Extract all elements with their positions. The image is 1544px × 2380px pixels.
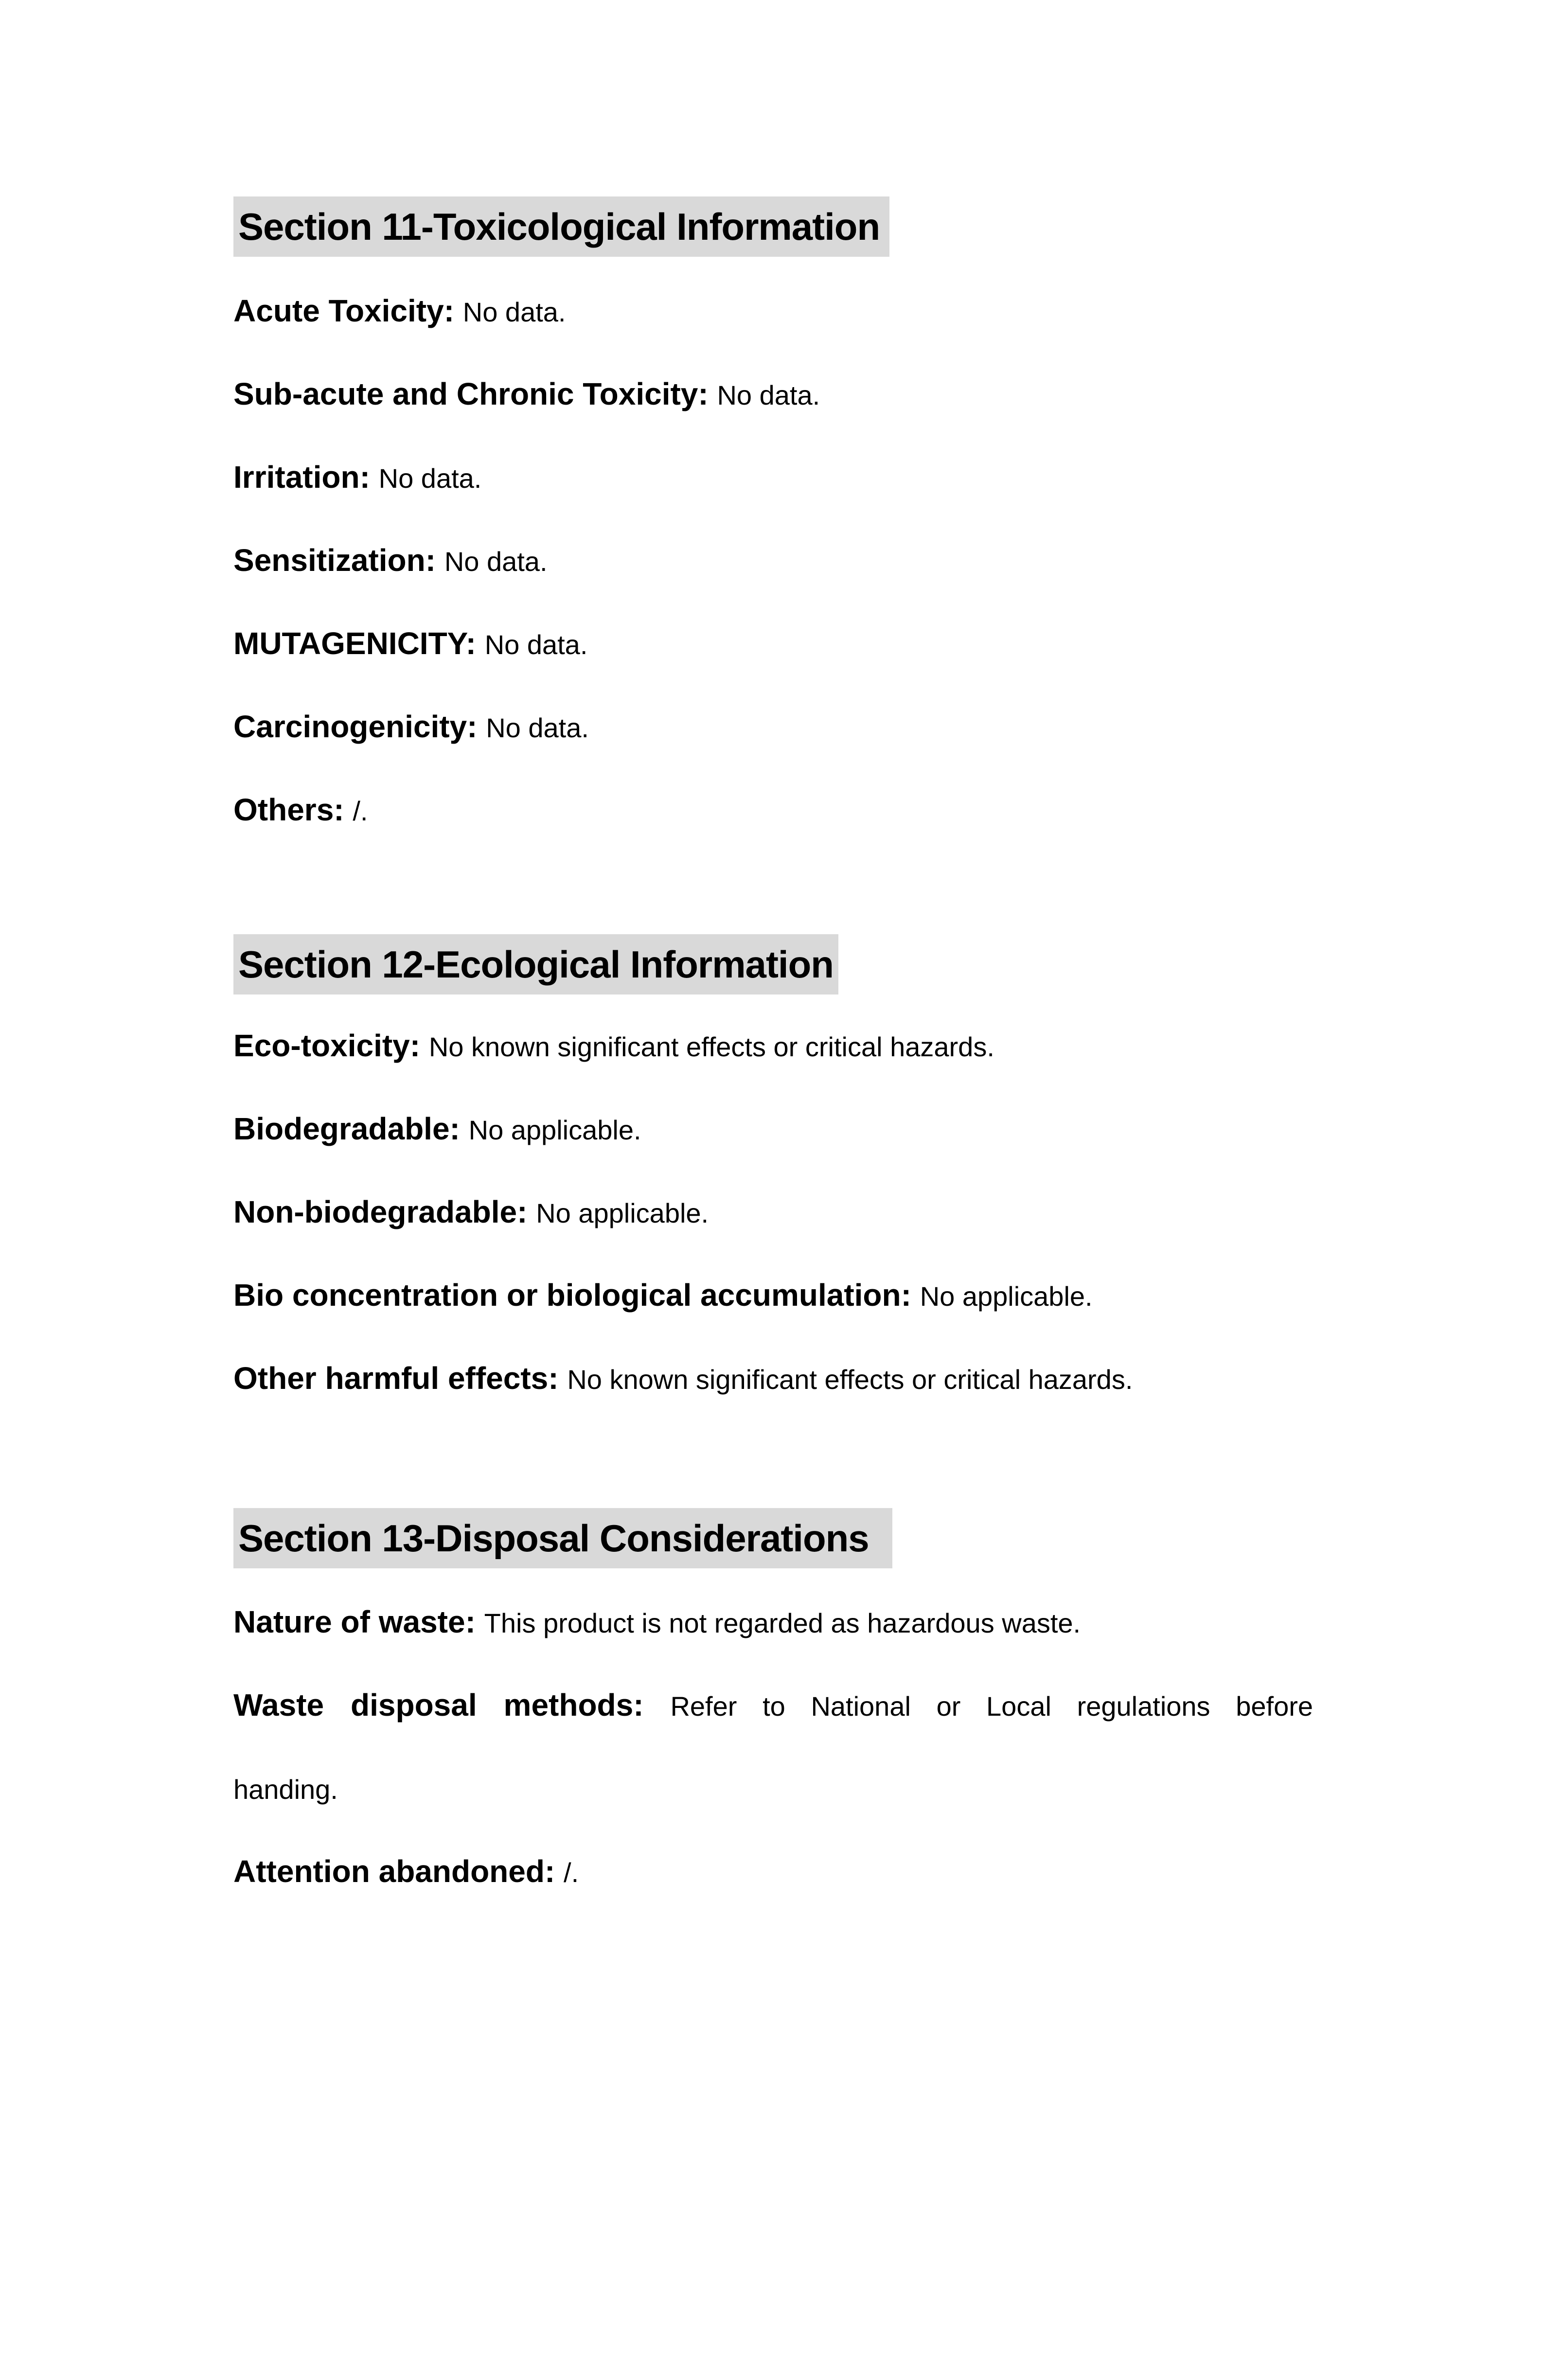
section-13-title-highlight: Section 13-Disposal Considerations (233, 1508, 892, 1568)
field-value: No data. (444, 546, 548, 577)
sds-document-page (0, 196, 1544, 2380)
field-value: No data. (717, 380, 820, 410)
row-subacute-chronic-toxicity (233, 353, 1313, 436)
section-11-title-highlight: Section 11-Toxicological Information (233, 196, 889, 257)
row-bio-concentration (233, 1254, 1313, 1337)
field-value: No data. (378, 463, 482, 494)
field-label: Irritation: (233, 460, 370, 495)
field-label: Biodegradable: (233, 1111, 460, 1146)
row-other-harmful-effects (233, 1337, 1313, 1421)
field-value: No known significant effects or critical hazards. (567, 1364, 1133, 1395)
row-others (233, 769, 1313, 852)
field-value: No data. (462, 297, 566, 327)
row-carcinogenicity (233, 686, 1313, 769)
field-label: Other harmful effects: (233, 1361, 559, 1396)
row-mutagenicity (233, 603, 1313, 686)
row-non-biodegradable (233, 1171, 1313, 1254)
section-12-heading (233, 934, 1313, 995)
field-value: Refer to National or Local regulations before (670, 1691, 1313, 1722)
field-label: MUTAGENICITY: (233, 626, 476, 661)
field-value-continuation: handing. (233, 1774, 338, 1805)
row-waste-disposal-methods-line1 (233, 1664, 1313, 1747)
row-sensitization (233, 519, 1313, 603)
field-label: Bio concentration or biological accumulation: (233, 1278, 911, 1313)
field-label: Carcinogenicity: (233, 709, 478, 744)
field-value: No data. (486, 712, 589, 743)
field-label: Others: (233, 792, 344, 827)
field-label: Acute Toxicity: (233, 293, 454, 328)
section-13-heading (233, 1508, 1313, 1568)
field-value: This product is not regarded as hazardous waste. (484, 1608, 1081, 1638)
field-label: Non-biodegradable: (233, 1194, 528, 1229)
section-11-heading (233, 196, 1313, 257)
field-value: /. (564, 1857, 579, 1888)
field-value: No applicable. (920, 1281, 1093, 1312)
row-biodegradable (233, 1088, 1313, 1171)
row-acute-toxicity (233, 270, 1313, 353)
field-value: /. (353, 796, 368, 826)
field-value: No applicable. (468, 1115, 641, 1145)
row-nature-of-waste (233, 1581, 1313, 1664)
section-12-title-highlight: Section 12-Ecological Information (233, 934, 838, 995)
field-label: Nature of waste: (233, 1604, 476, 1639)
field-label: Eco-toxicity: (233, 1028, 421, 1063)
row-irritation (233, 436, 1313, 519)
field-value: No applicable. (536, 1198, 709, 1228)
field-value: No data. (484, 629, 588, 660)
field-label: Attention abandoned: (233, 1854, 555, 1889)
field-label: Sensitization: (233, 543, 436, 578)
row-attention-abandoned (233, 1830, 1313, 1914)
field-label: Sub-acute and Chronic Toxicity: (233, 376, 709, 411)
row-eco-toxicity (233, 1005, 1313, 1088)
field-value: No known significant effects or critical hazards. (428, 1031, 994, 1062)
field-label: Waste disposal methods: (233, 1687, 644, 1723)
row-waste-disposal-methods-line2 (233, 1747, 1313, 1830)
